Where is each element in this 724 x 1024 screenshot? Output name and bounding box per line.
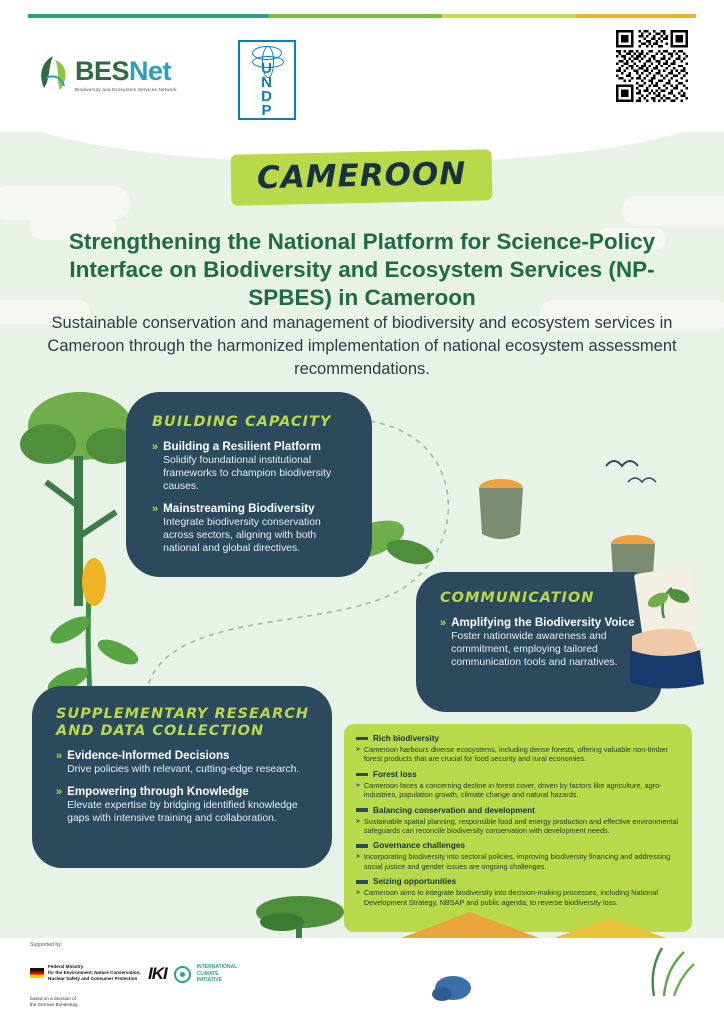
iki-fullname: INTERNATIONAL CLIMATE INITIATIVE: [196, 964, 238, 984]
fact-body: [356, 781, 680, 800]
undp-letters: U N D P: [261, 60, 273, 119]
bullet-title: Mainstreaming Biodiversity: [163, 502, 315, 515]
tree-stump-decoration: [466, 474, 536, 546]
bullet-body: Solidify foundational institutional frameworks to champion biodiversity causes.: [163, 455, 332, 492]
chevron-icon: »: [356, 746, 360, 753]
top-color-rule: [28, 14, 696, 18]
fact-heading-row: [356, 877, 680, 886]
card-heading: SUPPLEMENTARY RESEARCH AND DATA COLLECTION: [56, 706, 310, 739]
fact-heading: Seizing opportunities: [373, 877, 457, 887]
undp-logo: [238, 40, 296, 120]
bullet-body: Drive policies with relevant, cutting-edge research.: [67, 764, 300, 775]
bullet-body: Elevate expertise by bridging identified knowledge gaps with intensive training and collaboration.: [67, 800, 298, 824]
bmu-text: Federal Ministry for the Environment, Nature Conservation, Nuclear Safety and Consumer Protection: [48, 964, 141, 981]
fact-item: [356, 770, 680, 800]
fact-text: Incorporating biodiversity into sectoral policies, improving biodiversity financing and addressing social justice and gender issues are ongoing challenges.: [363, 852, 671, 871]
chevron-icon: »: [56, 786, 63, 798]
fact-heading: Forest loss: [373, 769, 417, 779]
iki-wordmark: IKI: [148, 964, 167, 983]
bird-decoration: [626, 470, 666, 492]
fact-heading-row: [356, 734, 680, 743]
besnet-bes-text: BES: [75, 56, 130, 86]
fact-heading: Rich biodiversity: [373, 734, 439, 743]
fact-bar-icon: [356, 844, 368, 848]
fact-bar-icon: [356, 737, 368, 741]
chevron-icon: »: [356, 781, 360, 789]
supported-by-label: Supported by:: [30, 942, 63, 948]
grass-decoration: [640, 944, 696, 996]
bullet-item: [56, 785, 312, 825]
fact-bar-icon: [356, 880, 368, 884]
fact-item: [356, 841, 680, 871]
card-heading: COMMUNICATION: [440, 590, 595, 606]
fact-bar-icon: [356, 808, 368, 812]
fact-item: [356, 734, 680, 764]
card-supplementary-research: [32, 686, 332, 868]
fact-text: Cameroon faces a concerning decline in forest cover, driven by factors like agriculture, agro-industries, population growth, climate change and natural hazards.: [363, 780, 662, 800]
fact-body: [356, 745, 680, 764]
fact-heading-row: [356, 806, 680, 815]
card-building-capacity: [126, 392, 372, 577]
country-title-highlight: [231, 149, 493, 205]
chevron-icon: »: [152, 441, 159, 453]
fact-bar-icon: [356, 773, 368, 777]
small-bush-decoration: [430, 968, 476, 1004]
fact-text: Cameroon aims to integrate biodiversity into decision-making processes, including National Development Strategy, NBSAP and public agenda, to reverse biodiversity loss.: [363, 888, 658, 907]
bullet-body: Foster nationwide awareness and commitment, employing tailored communication tools and narratives.: [451, 631, 618, 668]
qr-code[interactable]: [616, 30, 688, 102]
fact-body: [356, 817, 680, 836]
bullet-body: Integrate biodiversity conservation across sectors, aligning with both national and global directives.: [163, 517, 321, 554]
chevron-icon: »: [356, 817, 360, 825]
bullet-title: Empowering through Knowledge: [67, 785, 249, 798]
fact-heading: Balancing conservation and development: [373, 805, 535, 815]
bullet-title: Evidence-Informed Decisions: [67, 749, 230, 762]
fact-text: Cameroon harbours diverse ecosystems, including dense forests, offering valuable non-timber forest products that are crucial for food security and rural economies.: [363, 745, 668, 764]
iki-logo: [148, 964, 237, 984]
fact-item: [356, 806, 680, 836]
iki-circle-icon: [174, 966, 191, 983]
fact-heading: Governance challenges: [373, 841, 465, 851]
chevron-icon: »: [356, 889, 360, 897]
german-flag-icon: [30, 968, 44, 978]
undp-globe-icon: [252, 46, 282, 60]
hand-plant-illustration: [624, 566, 720, 696]
bullet-item: [440, 616, 642, 669]
bullet-title: Building a Resilient Platform: [163, 440, 321, 453]
country-title-wrap: [0, 152, 724, 203]
project-subhead: Sustainable conservation and management of biodiversity and ecosystem services in Cameroon through the harmonized implementation of national ecosystem assessment recommendations.: [47, 314, 677, 378]
chevron-icon: »: [356, 853, 360, 861]
project-headline: Strengthening the National Platform for Science-Policy Interface on Biodiversity and Ecosystem Services (NP-SPBES) in Cameroon: [68, 229, 656, 310]
bullet-item: [152, 440, 350, 493]
based-on-decision-text: based on a decision of the German Bundestag: [30, 996, 78, 1007]
besnet-wordmark: [75, 58, 177, 85]
bullet-item: [56, 749, 312, 776]
chevron-icon: »: [56, 750, 63, 762]
besnet-logo: [36, 54, 177, 94]
bullet-title: Amplifying the Biodiversity Voice: [451, 616, 635, 629]
besnet-leaf-icon: [36, 54, 70, 94]
fact-text: Sustainable spatial planning, responsible food and energy production and effective environmental safeguards can reconcile biodiversity conservation with development needs.: [363, 816, 679, 836]
besnet-net-text: Net: [129, 56, 172, 86]
chevron-icon: »: [440, 617, 447, 629]
fact-heading-row: [356, 841, 680, 850]
card-heading: BUILDING CAPACITY: [152, 414, 332, 430]
fact-body: [356, 852, 680, 871]
besnet-tagline: Biodiversity and Ecosystem Services Network: [75, 87, 177, 92]
fact-heading-row: [356, 770, 680, 779]
bmu-logo: [30, 964, 141, 982]
page-title: CAMEROON: [256, 155, 467, 197]
bullet-item: [152, 502, 350, 555]
chevron-icon: »: [152, 503, 159, 515]
